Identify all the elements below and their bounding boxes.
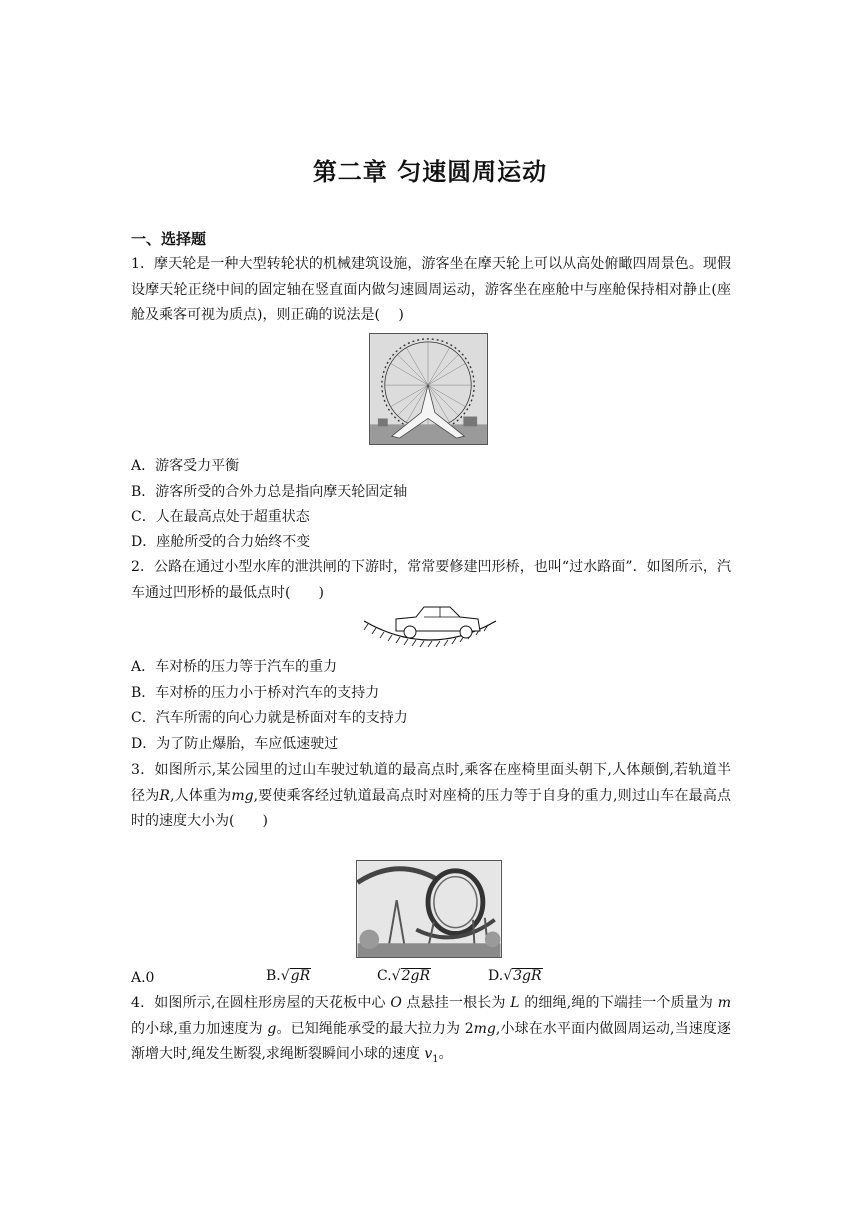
q3-option-a: A.0 xyxy=(131,970,155,986)
q2-option-c: C．汽车所需的向心力就是桥面对车的支持力 xyxy=(131,710,408,726)
var-m: m xyxy=(717,995,732,1011)
var-r: R xyxy=(159,787,170,804)
q1-option-b: B．游客所受的合外力总是指向摩天轮固定轴 xyxy=(131,484,408,500)
q1-option-d: D．座舱所受的合力始终不变 xyxy=(131,534,311,550)
q3-option-d: D.√3gR xyxy=(488,968,542,984)
roller-coaster-image xyxy=(356,860,502,958)
var-l: L xyxy=(510,995,520,1011)
q2-option-d: D．为了防止爆胎，车应低速驶过 xyxy=(131,736,339,752)
page-title: 第二章 匀速圆周运动 xyxy=(312,158,548,186)
q1-option-a: A．游客受力平衡 xyxy=(131,458,240,474)
question-1-stem: 1．摩天轮是一种大型转轮状的机械建筑设施，游客坐在摩天轮上可以从高处俯瞰四周景色。现假设摩天轮正绕中间的固定轴在竖直面内做匀速圆周运动，游客坐在座舱中与座舱保持相对静止(座舱及乘客可视为质点)，则正确的说法是( ) xyxy=(131,256,731,323)
question-4-stem: 4．如图所示,在圆柱形房屋的天花板中心 O 点悬挂一根长为 L 的细绳,绳的下端挂一个质量为 m 的小球,重力加速度为 g。已知绳能承受的最大拉力为 2mg,小球在水平面内做圆周运动,当速度逐渐增大时,绳发生断裂,求绳断裂瞬间小球的速度 $v_1$。 xyxy=(131,995,732,1065)
var-mg: mg xyxy=(231,787,254,804)
q1-option-c: C．人在最高点处于超重状态 xyxy=(131,509,310,525)
q2-option-a: A．车对桥的压力等于汽车的重力 xyxy=(131,659,338,675)
q2-option-b: B．车对桥的压力小于桥对汽车的支持力 xyxy=(131,685,380,701)
var-g: g xyxy=(267,1020,277,1037)
question-3-stem: 3．如图所示,某公园里的过山车驶过轨道的最高点时,乘客在座椅里面头朝下,人体颠倒,若轨道半径为R,人体重为mg,要使乘客经过轨道最高点时对座椅的压力等于自身的重力,则过山车在最高点时的速度大小为( ) xyxy=(131,762,732,829)
var-v: v xyxy=(424,1046,433,1062)
var-v-subscript: 1 xyxy=(432,1053,439,1065)
q3-option-b: B.√gR xyxy=(266,968,311,984)
section-heading: 一、选择题 xyxy=(131,230,207,248)
car-on-concave-bridge-diagram xyxy=(362,601,498,651)
ferris-wheel-image xyxy=(369,333,488,445)
question-2-stem: 2．公路在通过小型水库的泄洪闸的下游时，常常要修建凹形桥，也叫“过水路面”．如图所示，汽车通过凹形桥的最低点时( ) xyxy=(131,559,731,601)
var-o: O xyxy=(390,995,402,1011)
q3-option-c: C.√2gR xyxy=(377,968,431,984)
var-mg-2: mg xyxy=(473,1020,496,1037)
